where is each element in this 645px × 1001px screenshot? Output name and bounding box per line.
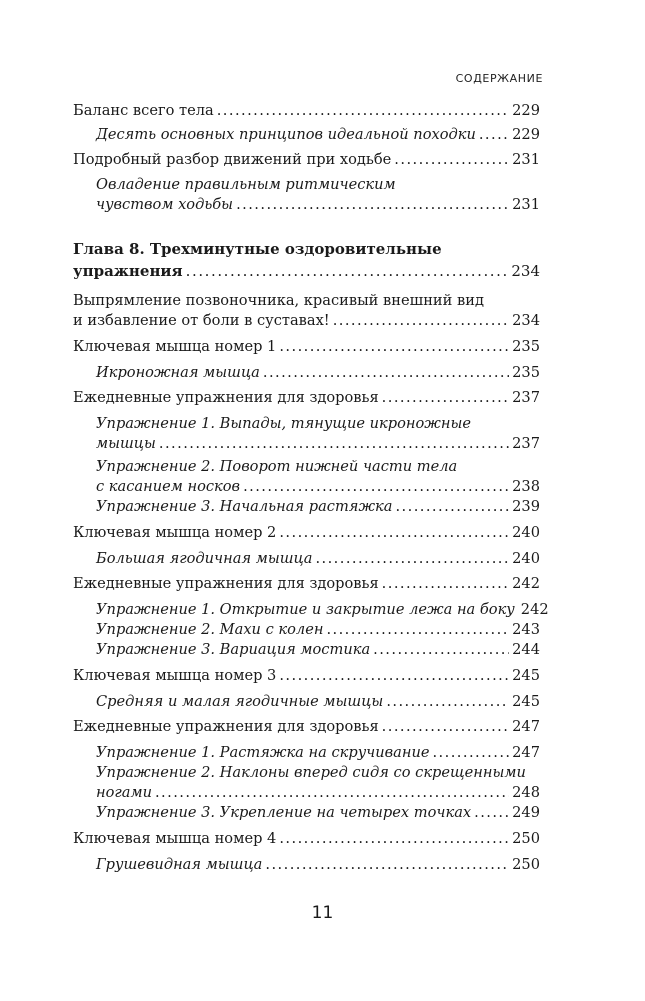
toc-entry-title: Упражнение 3. Вариация мостика xyxy=(96,641,371,658)
toc-entry xyxy=(73,388,540,408)
page-number: 11 xyxy=(311,903,334,923)
toc-entry-title: Упражнение 1. Растяжка на скручивание xyxy=(96,744,430,761)
toc-entry xyxy=(73,523,540,543)
toc-entry-title: Упражнение 1. Открытие и закрытие лежа на боку xyxy=(96,601,515,618)
toc-entry-title: Ежедневные упражнения для здоровья xyxy=(73,718,379,735)
leader-dots xyxy=(474,803,509,823)
toc-subentry xyxy=(73,497,540,517)
toc-entry-page: 237 xyxy=(512,389,540,406)
leader-dots xyxy=(279,666,509,686)
toc-entry xyxy=(73,150,540,170)
leader-dots xyxy=(279,829,509,849)
toc-subentry xyxy=(73,743,540,763)
leader-dots xyxy=(395,497,509,517)
leader-dots xyxy=(263,363,509,383)
table-of-contents xyxy=(73,101,549,875)
toc-entry-page: 249 xyxy=(512,804,540,821)
toc-subentry xyxy=(73,803,540,823)
leader-dots xyxy=(236,195,509,215)
leader-dots xyxy=(279,523,509,543)
leader-dots xyxy=(382,717,509,737)
leader-dots xyxy=(315,549,509,569)
leader-dots xyxy=(382,388,509,408)
toc-subentry xyxy=(73,620,540,640)
leader-dots xyxy=(243,477,509,497)
toc-entry-title: Баланс всего тела xyxy=(73,102,214,119)
toc-entry-page: 231 xyxy=(512,151,540,168)
toc-subentry xyxy=(73,692,540,712)
leader-dots xyxy=(265,855,509,875)
toc-entry-title-line1: Упражнение 1. Выпады, тянущие икроножные xyxy=(96,415,472,432)
toc-entry-page: 234 xyxy=(512,312,540,329)
chapter-title-line1: Глава 8. Трехминутные оздоровительные xyxy=(73,240,442,258)
toc-entry xyxy=(73,829,540,849)
leader-dots xyxy=(217,101,509,121)
toc-entry xyxy=(73,666,540,686)
toc-entry-title: и избавление от боли в суставах! xyxy=(73,312,330,329)
leader-dots xyxy=(373,640,509,660)
toc-entry-title: мышцы xyxy=(96,435,156,452)
toc-subentry xyxy=(73,763,540,803)
toc-entry-page: 243 xyxy=(512,621,540,638)
toc-entry xyxy=(73,291,540,331)
toc-entry-page: 250 xyxy=(512,830,540,847)
leader-dots xyxy=(432,743,509,763)
toc-subentry xyxy=(73,640,540,660)
toc-entry-title: Ключевая мышца номер 4 xyxy=(73,830,277,847)
toc-entry-title: Большая ягодичная мышца xyxy=(96,550,313,567)
running-header: СОДЕРЖАНИЕ xyxy=(455,72,543,85)
toc-entry-title: Ключевая мышца номер 3 xyxy=(73,667,277,684)
toc-subentry xyxy=(73,549,540,569)
toc-entry-page: 231 xyxy=(512,196,540,213)
toc-entry-page: 248 xyxy=(512,784,540,801)
toc-entry-title: Упражнение 3. Начальная растяжка xyxy=(96,498,393,515)
toc-entry-page: 245 xyxy=(512,693,540,710)
toc-entry-title-line1: Овладение правильным ритмическим xyxy=(96,176,396,193)
toc-entry-page: 238 xyxy=(512,478,540,495)
toc-entry-title: Упражнение 3. Укрепление на четырех точках xyxy=(96,804,472,821)
toc-entry-page: 240 xyxy=(512,524,540,541)
toc-entry-page: 237 xyxy=(512,435,540,452)
leader-dots xyxy=(382,574,509,594)
toc-entry-title: Упражнение 2. Махи с колен xyxy=(96,621,324,638)
toc-entry xyxy=(73,574,540,594)
chapter-title: упражнения xyxy=(73,262,183,280)
toc-subentry xyxy=(73,363,540,383)
leader-dots xyxy=(386,692,509,712)
toc-entry-title: Ключевая мышца номер 1 xyxy=(73,338,277,355)
toc-entry-title: Ежедневные упражнения для здоровья xyxy=(73,575,379,592)
toc-subentry xyxy=(73,125,540,145)
leader-dots xyxy=(159,434,509,454)
toc-entry-page: 242 xyxy=(512,575,540,592)
toc-subentry xyxy=(73,855,540,875)
leader-dots xyxy=(155,783,509,803)
leader-dots xyxy=(394,150,509,170)
toc-entry-title-line1: Выпрямление позвоночника, красивый внешний вид xyxy=(73,292,484,309)
toc-entry xyxy=(73,337,540,357)
leader-dots xyxy=(186,260,509,282)
toc-entry-page: 247 xyxy=(512,744,540,761)
toc-entry-title: Средняя и малая ягодичные мышцы xyxy=(96,693,384,710)
toc-chapter xyxy=(73,238,540,282)
toc-entry-page: 239 xyxy=(512,498,540,515)
toc-entry-title: Икроножная мышца xyxy=(96,364,260,381)
toc-entry-title: Десять основных принципов идеальной походки xyxy=(96,126,476,143)
toc-subentry xyxy=(73,600,549,620)
toc-entry-page: 245 xyxy=(512,667,540,684)
toc-subentry xyxy=(73,457,540,497)
toc-entry-page: 229 xyxy=(512,126,540,143)
toc-entry-page: 240 xyxy=(512,550,540,567)
toc-entry xyxy=(73,717,540,737)
toc-entry-title: чувством ходьбы xyxy=(96,196,234,213)
leader-dots xyxy=(279,337,509,357)
leader-dots xyxy=(333,311,509,331)
toc-entry-title-line1: Упражнение 2. Поворот нижней части тела xyxy=(96,458,458,475)
toc-entry-title: Ключевая мышца номер 2 xyxy=(73,524,277,541)
toc-entry-page: 244 xyxy=(512,641,540,658)
toc-entry-page: 247 xyxy=(512,718,540,735)
toc-entry xyxy=(73,101,540,121)
toc-entry-title: Подробный разбор движений при ходьбе xyxy=(73,151,392,168)
toc-subentry xyxy=(73,175,540,215)
leader-dots xyxy=(479,125,509,145)
toc-entry-page: 235 xyxy=(512,364,540,381)
toc-entry-page: 242 xyxy=(520,601,549,618)
toc-entry-title: ногами xyxy=(96,784,152,801)
toc-subentry xyxy=(73,414,540,454)
toc-entry-page: 229 xyxy=(512,102,540,119)
toc-entry-title-line1: Упражнение 2. Наклоны вперед сидя со скрещенными xyxy=(96,764,526,781)
toc-entry-page: 234 xyxy=(511,262,540,280)
toc-entry-title: Грушевидная мышца xyxy=(96,856,263,873)
toc-entry-title: с касанием носков xyxy=(96,478,241,495)
leader-dots xyxy=(326,620,509,640)
toc-entry-title: Ежедневные упражнения для здоровья xyxy=(73,389,379,406)
toc-entry-page: 250 xyxy=(512,856,540,873)
toc-entry-page: 235 xyxy=(512,338,540,355)
